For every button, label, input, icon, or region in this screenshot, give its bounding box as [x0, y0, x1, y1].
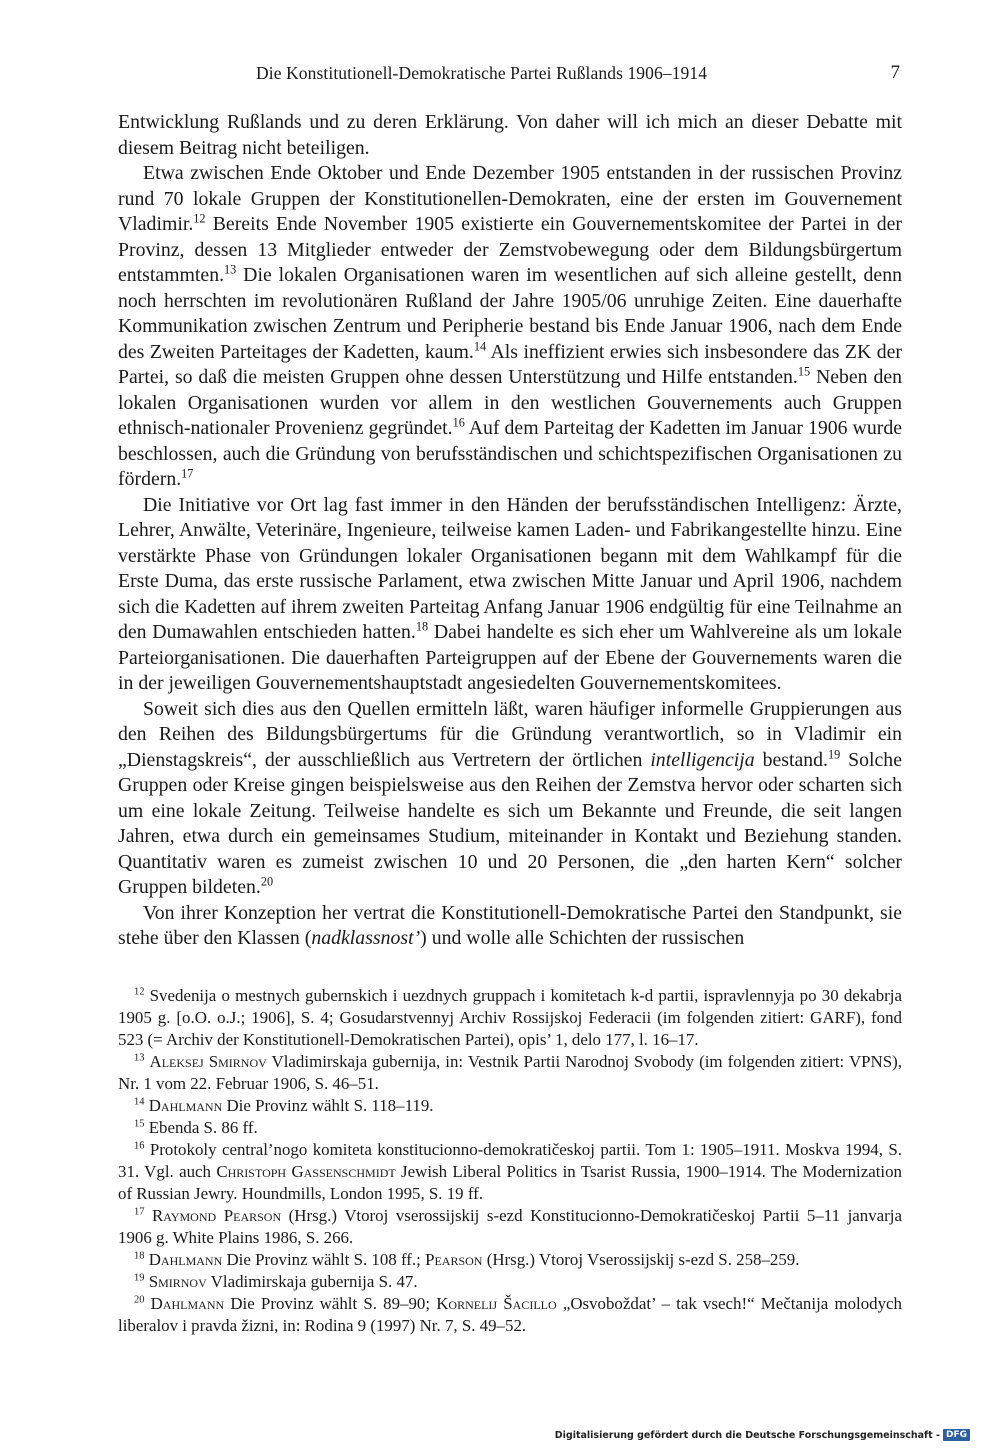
- footnote-marker: 16: [134, 1140, 145, 1152]
- text-run: (Hrsg.) Vtoroj Vserossijskij s-ezd S. 258–259.: [482, 1250, 800, 1269]
- footnote-marker: 20: [134, 1294, 145, 1306]
- text-run: Solche Gruppen oder Kreise gingen beispielsweise aus den Reihen der Zemstva hervor oder scharten sich um eine lokale Zeitung. Teilweise handelte es sich um Bekannte und Freunde, die seit langen Jahren, etwa durch ein gemeinsames Studium, miteinander in Kontakt und Beziehung standen. Quantitativ waren es zumeist zwischen 10 und 20 Personen, die „den harten Kern“ solcher Gruppen bildeten.: [118, 748, 902, 898]
- page-number: 7: [890, 62, 900, 83]
- text-run: Protokoly central’nogo komiteta konstitucionno-demokratičeskoj partii. Tom 1: 1905–1911. Moskva 1994, S. 31. Vgl. auch: [118, 1140, 902, 1181]
- footnote-marker: 12: [134, 986, 145, 998]
- footnote-marker: 12: [193, 211, 206, 226]
- author-name: Smirnov: [148, 1272, 207, 1291]
- text-run: ) und wolle alle Schichten der russischen: [420, 927, 745, 949]
- text-run: Die Initiative vor Ort lag fast immer in den Händen der berufsständischen Intelligenz: Ärzte, Lehrer, Anwälte, Veterinäre, Ingenieure, teilweise kamen Laden- und Fabrikangestellte hinzu. Eine verstärkte Phase von Gründungen lokaler Organisationen begann mit dem Wahlkampf für die Erste Duma, das erste russische Parlament, etwa zwischen Mitte Januar und April 1906, nachdem sich die Kadetten auf ihrem zweiten Parteitag Anfang Januar 1906 endgültig für eine Teilnahme an den Dumawahlen entschieden hatten.: [118, 493, 902, 643]
- text-run: Bereits Ende November 1905 existierte ein Gouvernementskomitee der Partei in der Provinz, dessen 13 Mitglieder entweder der Zemstvobewegung oder dem Bildungsbürgertum entstammten.: [118, 213, 902, 286]
- footnote: [118, 1293, 902, 1337]
- footnotes: [118, 985, 902, 1337]
- body-paragraph: [118, 110, 902, 161]
- text-run: „Osvoboždat’ – tak vsech!“ Mečtanija molodych liberalov i pravda žizni, in: Rodina 9 (1997) Nr. 7, S. 49–52.: [118, 1294, 902, 1335]
- body-paragraph: [118, 901, 902, 952]
- text-run: Vladimirskaja gubernija, in: Vestnik Partii Narodnoj Svobody (im folgenden zitiert: VPNS), Nr. 1 vom 22. Februar 1906, S. 46–51.: [118, 1052, 902, 1093]
- text-run: Jewish Liberal Politics in Tsarist Russia, 1900–1914. The Modernization of Russian Jewry. Houndmills, London 1995, S. 19 ff.: [118, 1162, 902, 1203]
- text-run: Entwicklung Rußlands und zu deren Erklärung. Von daher will ich mich an dieser Debatte mit diesem Beitrag nicht beteiligen.: [118, 111, 902, 159]
- text-run: Etwa zwischen Ende Oktober und Ende Dezember 1905 entstanden in der russischen Provinz rund 70 lokale Gruppen der Konstitutionellen-Demokraten, eine der ersten im Gouvernement Vladimir.: [118, 162, 902, 235]
- main-text: [118, 110, 902, 952]
- running-title: Die Konstitutionell-Demokratische Partei Rußlands 1906–1914: [256, 63, 708, 83]
- text-run: Die lokalen Organisationen waren im wesentlichen auf sich alleine gestellt, denn noch herrschten im revolutionären Rußland der Jahre 1905/06 unruhige Zeiten. Eine dauerhafte Kommunikation zwischen Zentrum und Peripherie bestand bis Ende Januar 1906, nach dem Ende des Zweiten Parteitages der Kadetten, kaum.: [118, 264, 902, 363]
- author-name: Christoph Gassenschmidt: [216, 1162, 396, 1181]
- footnote: [118, 985, 902, 1051]
- author-name: Pearson: [425, 1250, 483, 1269]
- text-run: Neben den lokalen Organisationen wurden vor allem in den westlichen Gouvernements auch Gruppen ethnisch-nationaler Provenienz gegründet.: [118, 366, 903, 439]
- footnote: [118, 1117, 902, 1139]
- text-run: [144, 1206, 152, 1225]
- text-run: Vladimirskaja gubernija S. 47.: [206, 1272, 418, 1291]
- footnote-marker: 19: [827, 746, 841, 761]
- footnote: [118, 1249, 902, 1271]
- footnote-marker: 15: [134, 1118, 145, 1130]
- digitization-note: Digitalisierung gefördert durch die Deutsche Forschungsgemeinschaft -: [554, 1430, 940, 1441]
- text-run: Die Provinz wählt S. 118–119.: [222, 1096, 434, 1115]
- footnote-marker: 13: [224, 262, 237, 277]
- digitization-footer: [555, 1429, 970, 1443]
- body-paragraph: [118, 697, 902, 901]
- italic-term: nadklassnost’: [311, 927, 421, 949]
- text-run: Die Provinz wählt S. 89–90;: [224, 1294, 437, 1313]
- footnote-marker: 14: [134, 1096, 145, 1108]
- body-paragraph: [118, 161, 902, 493]
- body-paragraph: [118, 493, 902, 697]
- author-name: Kornelij Šacillo: [436, 1294, 557, 1313]
- text-run: Die Provinz wählt S. 108 ff.;: [222, 1250, 426, 1269]
- footnote-marker: 17: [134, 1206, 145, 1218]
- author-name: Dahlmann: [150, 1294, 225, 1313]
- footnote-marker: 20: [260, 874, 274, 889]
- footnote-marker: 14: [473, 338, 487, 353]
- author-name: Raymond Pearson: [152, 1206, 282, 1225]
- footnote-marker: 16: [452, 415, 465, 430]
- running-head: [118, 61, 900, 85]
- footnote-marker: 18: [134, 1250, 145, 1262]
- italic-term: intelligencija: [650, 748, 755, 771]
- text-run: bestand.: [754, 748, 828, 771]
- footnote-marker: 18: [415, 619, 429, 634]
- footnote: [118, 1051, 902, 1095]
- author-name: Dahlmann: [148, 1250, 223, 1269]
- text-run: Dabei handelte es sich eher um Wahlvereine als um lokale Parteiorganisationen. Die dauerhaften Parteigruppen auf der Ebene der Gouvernements waren die in der jeweiligen Gouvernementshauptstadt angesiedelten Gouvernementskomitees.: [118, 621, 903, 694]
- author-name: Aleksej Smirnov: [149, 1052, 267, 1071]
- author-name: Dahlmann: [148, 1096, 223, 1115]
- text-run: Als ineffizient erwies sich insbesondere das ZK der Partei, so daß die meisten Gruppen ohne dessen Unterstützung und Hilfe entstanden.: [118, 340, 902, 388]
- text-run: Soweit sich dies aus den Quellen ermitteln läßt, waren häufiger informelle Gruppierungen aus den Reihen des Bildungsbürgertums für die Gründung verantwortlich, so in Vladimir ein „Dienstagskreis“, der ausschließlich aus Vertretern der örtlichen: [118, 697, 902, 771]
- text-run: Ebenda S. 86 ff.: [144, 1118, 258, 1137]
- footnote-marker: 13: [134, 1052, 145, 1064]
- footnote: [118, 1271, 902, 1293]
- text-run: (Hrsg.) Vtoroj vserossijskij s-ezd Konstitucionno-Demokratičeskoj Partii 5–11 janvarja 1906 g. White Plains 1986, S. 266.: [118, 1206, 902, 1247]
- text-run: Auf dem Parteitag der Kadetten im Januar 1906 wurde beschlossen, auch die Gründung von berufsständischen und schichtspezifischen Organisationen zu fördern.: [118, 417, 902, 490]
- footnote-marker: 19: [134, 1272, 145, 1284]
- footnote-marker: 15: [797, 364, 811, 379]
- footnote: [118, 1205, 902, 1249]
- dfg-logo: DFG: [943, 1429, 970, 1441]
- footnote: [118, 1095, 902, 1117]
- text-run: Svedenija o mestnych gubernskich i uezdnych gruppach i komitetach k-d partii, ispravlennyja po 30 dekabrja 1905 g. [o.O. o.J.; 1906], S. 4; Gosudarstvennyj Archiv Rossijskoj Federacii (im folgenden zitiert: GARF), fond 523 (= Archiv der Konstitutionell-Demokratischen Partei), opis’ 1, delo 177, l. 16–17.: [118, 986, 902, 1049]
- footnote: [118, 1139, 902, 1205]
- text-run: Von ihrer Konzeption her vertrat die Konstitutionell-Demokratische Partei den Standpunkt, sie stehe über den Klassen (: [118, 901, 902, 949]
- footnote-marker: 17: [181, 466, 194, 481]
